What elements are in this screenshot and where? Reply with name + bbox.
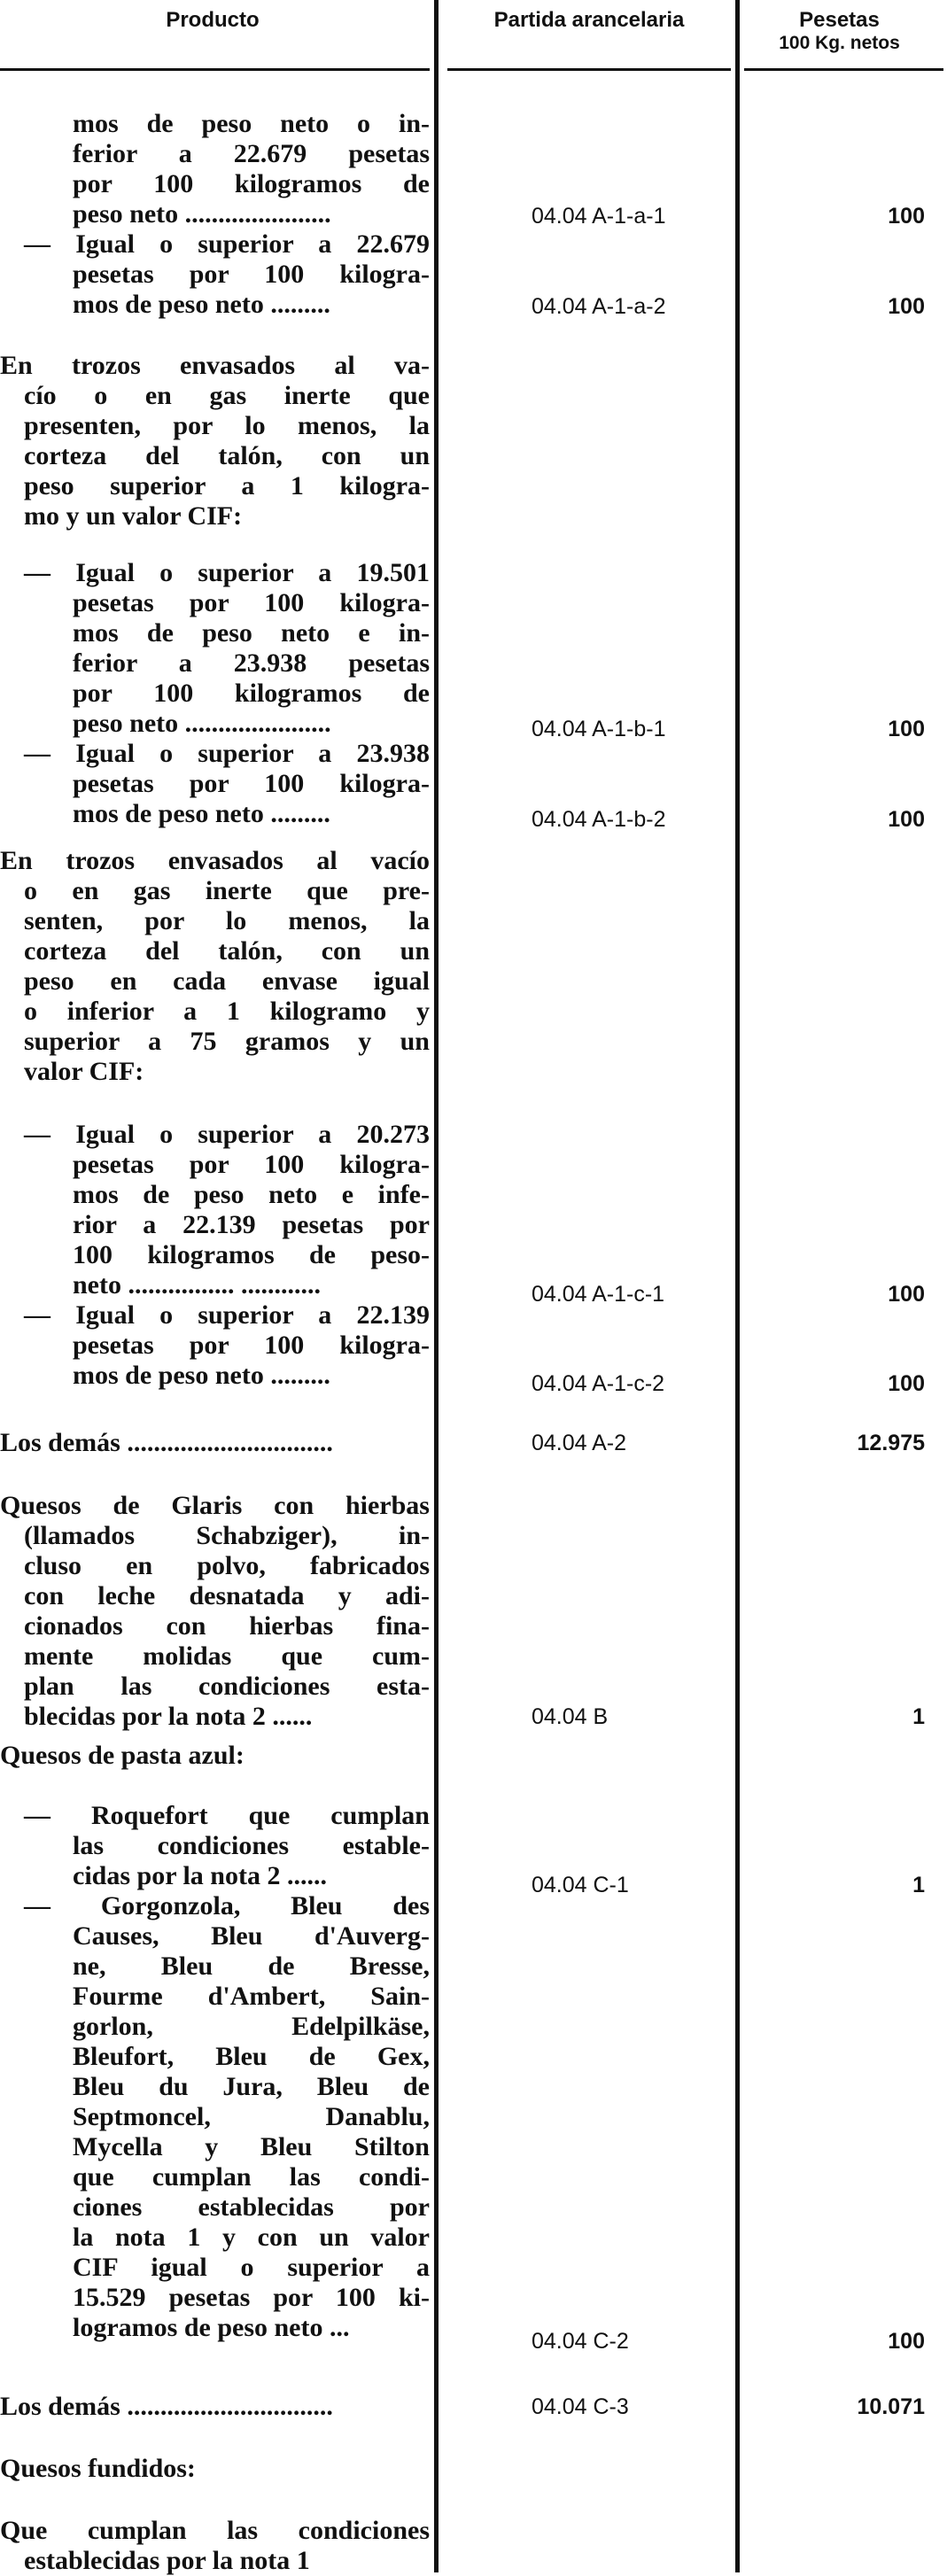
text-line: 100 kilogramos de peso- <box>73 1240 430 1269</box>
text-line: pesetas por 100 kilogra- <box>73 1331 430 1360</box>
text-line: Fourme d'Ambert, Sain- <box>73 1982 430 2011</box>
text-line: — Igual o superior a 23.938 <box>24 739 430 768</box>
product-block <box>0 2392 430 2422</box>
pesetas-value: 100 <box>888 717 925 741</box>
product-block <box>0 1801 430 2343</box>
product-block <box>0 1491 430 1732</box>
text-line: CIF igual o superior a <box>73 2253 430 2282</box>
text-line: Bleu du Jura, Bleu de <box>73 2072 430 2101</box>
text-line: pesetas por 100 kilogra- <box>73 260 430 289</box>
text-line: Los demás ............................... <box>0 1428 333 1457</box>
text-line: — Igual o superior a 22.139 <box>24 1300 430 1330</box>
text-line: En trozos envasados al va- <box>0 351 430 380</box>
text-line: cluso en polvo, fabricados <box>24 1551 430 1580</box>
product-block <box>0 2454 430 2484</box>
header-rule-right <box>744 68 943 71</box>
text-line: pesetas por 100 kilogra- <box>73 588 430 617</box>
text-line: — Roquefort que cumplan <box>24 1801 430 1830</box>
text-line: cío o en gas inerte que <box>24 381 430 410</box>
text-line: senten, por lo menos, la <box>24 906 430 935</box>
text-line: logramos de peso neto ... <box>73 2313 350 2342</box>
tariff-code: 04.04 B <box>532 1704 609 1729</box>
column-header-producto: Producto <box>166 8 260 32</box>
pesetas-value: 100 <box>888 1371 925 1396</box>
text-line: mos de peso neto o in- <box>73 109 430 138</box>
text-line: corteza del talón, con un <box>24 441 430 470</box>
text-line: — Gorgonzola, Bleu des <box>24 1891 430 1920</box>
product-block <box>0 1741 430 1771</box>
text-line: establecidas por la nota 1 <box>24 2546 310 2575</box>
text-line: Quesos de Glaris con hierbas <box>0 1491 430 1520</box>
text-line: mos de peso neto ......... <box>73 799 330 828</box>
pesetas-value: 100 <box>888 2329 925 2354</box>
text-line: neto ................ ............ <box>73 1270 321 1300</box>
text-line: gorlon, Edelpilkäse, <box>73 2012 430 2041</box>
text-line: En trozos envasados al vacío <box>0 846 430 875</box>
text-line: Que cumplan las condiciones <box>0 2516 430 2545</box>
text-line: ferior a 23.938 pesetas <box>73 648 430 678</box>
text-line: — Igual o superior a 20.273 <box>24 1120 430 1149</box>
pesetas-value: 100 <box>888 1282 925 1307</box>
product-block <box>0 1120 430 1391</box>
text-line: peso superior a 1 kilogra- <box>24 471 430 500</box>
pesetas-value: 1 <box>912 1704 925 1729</box>
column-divider-1 <box>434 0 439 2572</box>
text-line: valor CIF: <box>24 1057 144 1086</box>
product-block <box>0 1428 430 1458</box>
text-line: Quesos de pasta azul: <box>0 1741 245 1770</box>
header-rule-middle <box>447 68 731 71</box>
text-line: rior a 22.139 pesetas por <box>73 1210 430 1239</box>
text-line: mos de peso neto e infe- <box>73 1180 430 1209</box>
pesetas-value: 12.975 <box>857 1431 925 1455</box>
tariff-code: 04.04 C-3 <box>532 2394 629 2419</box>
tariff-code: 04.04 A-1-a-1 <box>532 204 666 229</box>
text-line: 15.529 pesetas por 100 ki- <box>73 2283 430 2312</box>
text-line: ne, Bleu de Bresse, <box>73 1951 430 1981</box>
text-line: las condiciones estable- <box>73 1831 430 1860</box>
tariff-code: 04.04 A-2 <box>532 1431 627 1455</box>
text-line: superior a 75 gramos y un <box>24 1027 430 1056</box>
text-line: que cumplan las condi- <box>73 2162 430 2192</box>
text-line: o inferior a 1 kilogramo y <box>24 997 430 1026</box>
text-line: la nota 1 y con un valor <box>73 2223 430 2252</box>
pesetas-value: 100 <box>888 807 925 832</box>
pesetas-value: 100 <box>888 204 925 229</box>
text-line: presenten, por lo menos, la <box>24 411 430 440</box>
text-line: cidas por la nota 2 ...... <box>73 1861 327 1890</box>
text-line: Mycella y Bleu Stilton <box>73 2132 430 2161</box>
tariff-code: 04.04 A-1-c-2 <box>532 1371 665 1396</box>
text-line: con leche desnatada y adi- <box>24 1581 430 1610</box>
text-line: mos de peso neto e in- <box>73 618 430 648</box>
tariff-code: 04.04 C-1 <box>532 1873 629 1897</box>
text-line: (llamados Schabziger), in- <box>24 1521 430 1550</box>
column-header-partida: Partida arancelaria <box>493 8 685 32</box>
text-line: pesetas por 100 kilogra- <box>73 1150 430 1179</box>
tariff-code: 04.04 C-2 <box>532 2329 629 2354</box>
header-rule-left <box>0 68 430 71</box>
text-line: corteza del talón, con un <box>24 936 430 966</box>
text-line: ciones establecidas por <box>73 2192 430 2222</box>
text-line: peso neto ...................... <box>73 199 331 229</box>
column-header-pesetas <box>744 9 935 55</box>
header-pesetas-line1: Pesetas <box>799 8 880 32</box>
product-block <box>0 109 430 320</box>
text-line: pesetas por 100 kilogra- <box>73 769 430 798</box>
text-line: blecidas por la nota 2 ...... <box>24 1702 313 1731</box>
text-line: peso en cada envase igual <box>24 966 430 996</box>
text-line: o en gas inerte que pre- <box>24 876 430 905</box>
pesetas-value: 1 <box>912 1873 925 1897</box>
text-line: Los demás ............................... <box>0 2392 333 2421</box>
product-block <box>0 558 430 829</box>
tariff-code: 04.04 A-1-b-2 <box>532 807 666 832</box>
product-block <box>0 2516 430 2576</box>
text-line: — Igual o superior a 22.679 <box>24 229 430 259</box>
text-line: plan las condiciones esta- <box>24 1672 430 1701</box>
text-line: peso neto ...................... <box>73 709 331 738</box>
text-line: Bleufort, Bleu de Gex, <box>73 2042 430 2071</box>
text-line: Causes, Bleu d'Auverg- <box>73 1921 430 1951</box>
product-block <box>0 846 430 1087</box>
pesetas-value: 10.071 <box>857 2394 925 2419</box>
tariff-code: 04.04 A-1-b-1 <box>532 717 666 741</box>
text-line: cionados con hierbas fina- <box>24 1611 430 1641</box>
product-block <box>0 351 430 531</box>
text-line: mo y un valor CIF: <box>24 501 243 531</box>
text-line: ferior a 22.679 pesetas <box>73 139 430 168</box>
header-pesetas-line2: 100 Kg. netos <box>779 33 900 53</box>
text-line: mente molidas que cum- <box>24 1641 430 1671</box>
text-line: mos de peso neto ......... <box>73 1361 330 1390</box>
pesetas-value: 100 <box>888 294 925 319</box>
tariff-code: 04.04 A-1-a-2 <box>532 294 666 319</box>
text-line: por 100 kilogramos de <box>73 679 430 708</box>
text-line: mos de peso neto ......... <box>73 290 330 319</box>
text-line: — Igual o superior a 19.501 <box>24 558 430 587</box>
text-line: por 100 kilogramos de <box>73 169 430 198</box>
text-line: Septmoncel, Danablu, <box>73 2102 430 2131</box>
text-line: Quesos fundidos: <box>0 2454 196 2483</box>
tariff-code: 04.04 A-1-c-1 <box>532 1282 665 1307</box>
